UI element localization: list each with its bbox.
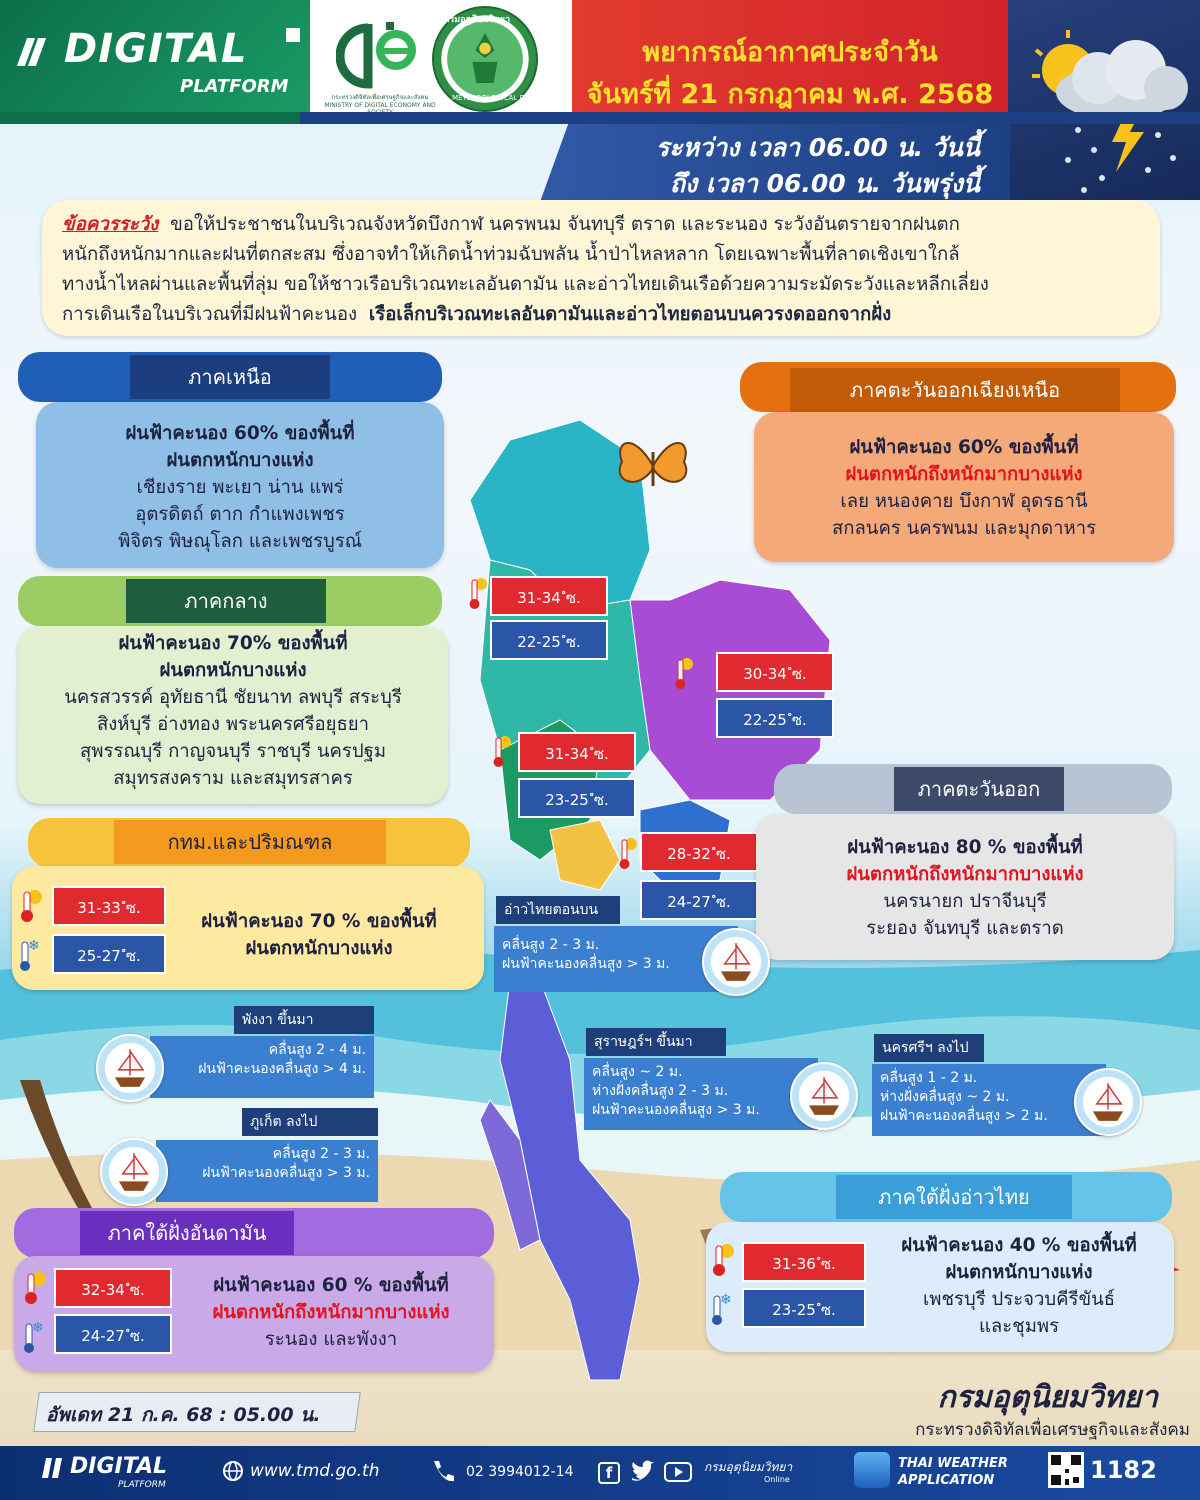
- south-andaman-thermo-cold-icon: [22, 1318, 48, 1358]
- footer-website[interactable]: www.tmd.go.th: [250, 1461, 380, 1481]
- bangkok-rain-intensity: ฝนตกหนักบางแห่ง: [245, 938, 393, 959]
- footer-phone[interactable]: 02 3994012-14: [466, 1464, 574, 1480]
- svg-text:❄: ❄: [720, 1292, 732, 1308]
- warning-line-1: [62, 210, 1142, 239]
- footer-brand-sub: PLATFORM: [118, 1480, 166, 1490]
- sea-surat-storm-wave: ฝนฟ้าคะนองคลื่นสูง > 3 ม.: [592, 1102, 760, 1118]
- bangkok-title: กทม.และปริมณฑล: [114, 820, 386, 864]
- ship-icon: [96, 1034, 164, 1102]
- central-provinces-4: สมุทรสงคราม และสมุทรสาคร: [113, 768, 353, 789]
- footer-app-line1: THAI WEATHER: [898, 1456, 1008, 1471]
- north-thermo-icon: [466, 576, 488, 616]
- bangkok-region: [550, 820, 620, 890]
- sea-upper-gulf-wave: คลื่นสูง 2 - 3 ม.: [502, 937, 600, 953]
- north-text: [36, 420, 444, 555]
- bangkok-thermo-cold-icon: [18, 936, 44, 976]
- warning-small-boats: เรือเล็กบริเวณทะเลอันดามันและอ่าวไทยตอนบนควรงดออกจากฝั่ง: [368, 304, 892, 325]
- central-temp-high: 31-34 ํซ.: [518, 732, 636, 772]
- warning-line-4: [62, 300, 1142, 329]
- ship-icon: [790, 1062, 858, 1130]
- forecast-title: พยากรณ์อากาศประจำวัน: [642, 37, 938, 68]
- south-gulf-temp-high: 31-36 ํซ.: [742, 1242, 866, 1282]
- agency-name: กรมอุตุนิยมวิทยา: [937, 1380, 1158, 1415]
- header-weather-panel: [1008, 0, 1200, 200]
- east-thermo-icon: [616, 836, 638, 876]
- south-gulf-rain-pct: ฝนฟ้าคะนอง 40 % ของพื้นที่: [901, 1235, 1137, 1256]
- sea-surat-name: สุราษฎร์ฯ ขึ้นมา: [586, 1028, 726, 1056]
- sea-phangnga-storm-wave: ฝนฟ้าคะนองคลื่นสูง > 4 ม.: [198, 1061, 366, 1077]
- warning-line-3: ทางน้ำไหลผ่านและพื้นที่ลุ่ม ขอให้ชาวเรือบริเวณทะเลอันดามัน และอ่าวไทยเดินเรือด้วยความระมัดระวังและหลีกเลี่ยง: [62, 274, 989, 295]
- warning-text-4: การเดินเรือในบริเวณที่มีฝนฟ้าคะนอง: [62, 304, 358, 325]
- south-gulf-thermo-cold-icon: [710, 1290, 736, 1330]
- south-andaman-provinces: ระนอง และพังงา: [264, 1329, 398, 1350]
- south-gulf-provinces-1: เพชรบุรี ประจวบคีรีขันธ์: [922, 1289, 1116, 1310]
- northeast-rain-pct: ฝนฟ้าคะนอง 60% ของพื้นที่: [849, 437, 1079, 458]
- east-temp-high: 28-32 ํซ.: [640, 832, 758, 872]
- northeast-provinces-2: สกลนคร นครพนม และมุกดาหาร: [831, 518, 1097, 539]
- facebook-icon[interactable]: f: [598, 1462, 620, 1484]
- sea-phuket-name: ภูเก็ต ลงไป: [242, 1108, 378, 1136]
- south-andaman-text: [172, 1272, 490, 1353]
- northeast-thermo-icon: [672, 656, 694, 696]
- brand-bars-icon: [22, 38, 56, 66]
- qr-code-icon[interactable]: [1048, 1452, 1084, 1488]
- youtube-icon[interactable]: [664, 1462, 692, 1482]
- thunderstorm-icon: [1008, 0, 1200, 200]
- time-range-start: ระหว่าง เวลา 06.00 น. วันนี้: [655, 133, 980, 162]
- northeast-temp-high: 30-34 ํซ.: [716, 652, 834, 692]
- south-andaman-title: ภาคใต้ฝั่งอันดามัน: [80, 1211, 294, 1255]
- warning-label: ข้อควรระวัง: [62, 214, 159, 235]
- globe-icon: [222, 1460, 244, 1486]
- east-temp-low: 24-27 ํซ.: [640, 880, 758, 920]
- sea-phuket-box: [156, 1140, 378, 1202]
- north-rain-pct: ฝนฟ้าคะนอง 60% ของพื้นที่: [125, 423, 355, 444]
- bangkok-temp-high: 31-33 ํซ.: [52, 886, 166, 926]
- northeast-temp-low: 22-25 ํซ.: [716, 698, 834, 738]
- north-provinces-2: อุตรดิตถ์ ตาก กำแพงเพชร: [135, 504, 345, 525]
- south-andaman-thermo-hot-icon: [22, 1270, 48, 1310]
- brand-square-icon: [286, 28, 300, 42]
- butterfly-icon: [614, 432, 692, 498]
- sea-phangnga-box: [150, 1036, 374, 1098]
- east-rain-intensity: ฝนตกหนักถึงหนักมากบางแห่ง: [846, 864, 1084, 885]
- update-time: อัพเดท 21 ก.ค. 68 : 05.00 น.: [46, 1404, 321, 1426]
- sea-nakhon-storm-wave: ฝนฟ้าคะนองคลื่นสูง > 2 ม.: [880, 1108, 1048, 1124]
- brand-sub: PLATFORM: [180, 76, 289, 97]
- footer-app-line2: APPLICATION: [898, 1473, 995, 1488]
- south-gulf-thermo-hot-icon: [710, 1242, 736, 1282]
- brand-main: DIGITAL: [64, 26, 248, 72]
- ship-icon: [100, 1138, 168, 1206]
- footer-social[interactable]: กรมอุตุนิยมวิทยา: [704, 1460, 793, 1474]
- ministry-caption: กระทรวงดิจิทัลเพื่อเศรษฐกิจและสังคม MINISTRY OF DIGITAL ECONOMY AND: [324, 94, 436, 109]
- central-title: ภาคกลาง: [126, 579, 326, 623]
- sea-surat-box: [584, 1058, 818, 1130]
- north-temp-low: 22-25 ํซ.: [490, 620, 608, 660]
- north-rain-intensity: ฝนตกหนักบางแห่ง: [166, 450, 314, 471]
- bangkok-rain-pct: ฝนฟ้าคะนอง 70 % ของพื้นที่: [201, 911, 437, 932]
- sea-nakhon-offshore-wave: ห่างฝั่งคลื่นสูง ~ 2 ม.: [880, 1089, 1010, 1105]
- sea-phuket-storm-wave: ฝนฟ้าคะนองคลื่นสูง > 3 ม.: [202, 1165, 370, 1181]
- east-title: ภาคตะวันออก: [894, 767, 1064, 811]
- warning-text-1: ขอให้ประชาชนในบริเวณจังหวัดบึงกาฬ นครพนม จันทบุรี ตราด และระนอง ระวังอันตรายจากฝนตก: [170, 214, 960, 235]
- north-provinces-3: พิจิตร พิษณุโลก และเพชรบูรณ์: [118, 531, 362, 552]
- footer-social-sub: Online: [764, 1475, 790, 1484]
- north-provinces-1: เชียงราย พะเยา น่าน แพร่: [136, 477, 344, 498]
- central-thermo-icon: [490, 734, 512, 774]
- bangkok-text: [166, 908, 472, 962]
- footer-brand: DIGITAL: [70, 1454, 168, 1479]
- sea-phuket-wave: คลื่นสูง 2 - 3 ม.: [272, 1146, 370, 1162]
- central-rain-pct: ฝนฟ้าคะนอง 70% ของพื้นที่: [118, 633, 348, 654]
- northeast-rain-intensity: ฝนตกหนักถึงหนักมากบางแห่ง: [845, 464, 1083, 485]
- agency-ministry: กระทรวงดิจิทัลเพื่อเศรษฐกิจและสังคม: [915, 1420, 1190, 1440]
- time-range-end: ถึง เวลา 06.00 น. วันพรุ่งนี้: [669, 169, 980, 198]
- ship-icon: [702, 928, 770, 996]
- tmd-seal-en: METEOROLOGICAL DEPARTMENT: [452, 94, 567, 102]
- northeast-title: ภาคตะวันออกเฉียงเหนือ: [790, 368, 1120, 412]
- south-andaman-rain-intensity: ฝนตกหนักถึงหนักมากบางแห่ง: [212, 1302, 450, 1323]
- svg-text:❄: ❄: [32, 1320, 44, 1336]
- south-gulf-text: [866, 1232, 1172, 1340]
- sea-nakhon-name: นครศรีฯ ลงไป: [874, 1034, 984, 1062]
- south-andaman-temp-low: 24-27 ํซ.: [54, 1314, 172, 1354]
- warning-line-2: หนักถึงหนักมากและฝนที่ตกสะสม ซึ่งอาจทำให้เกิดน้ำท่วมฉับพลัน น้ำป่าไหลหลาก โดยเฉพาะพื้นที่ลาดเชิงเขาใกล้: [62, 244, 960, 265]
- svg-text:❄: ❄: [28, 938, 40, 954]
- central-provinces-2: สิงห์บุรี อ่างทอง พระนครศรีอยุธยา: [96, 714, 369, 735]
- twitter-icon[interactable]: [630, 1460, 656, 1488]
- ship-icon: [1074, 1068, 1142, 1136]
- footer-hotline[interactable]: 1182: [1090, 1456, 1157, 1484]
- phone-icon: [428, 1458, 454, 1488]
- sea-nakhon-wave: คลื่นสูง 1 - 2 ม.: [880, 1070, 978, 1086]
- east-provinces-1: นครนายก ปราจีนบุรี: [883, 891, 1047, 912]
- northeast-text: [754, 434, 1174, 542]
- ministry-logo-icon: [336, 14, 422, 94]
- east-provinces-2: ระยอง จันทบุรี และตราด: [866, 918, 1064, 939]
- south-andaman-temp-high: 32-34 ํซ.: [54, 1268, 172, 1308]
- south-andaman-rain-pct: ฝนฟ้าคะนอง 60 % ของพื้นที่: [213, 1275, 449, 1296]
- tmd-seal-text: กรมอุตุนิยมวิทยา: [444, 15, 511, 25]
- header-stripe: [0, 112, 1200, 124]
- sea-upper-gulf-name: อ่าวไทยตอนบน: [496, 896, 620, 924]
- east-text: [756, 834, 1174, 942]
- sea-surat-offshore-wave: ห่างฝั่งคลื่นสูง 2 - 3 ม.: [592, 1083, 729, 1099]
- south-gulf-provinces-2: และชุมพร: [978, 1316, 1060, 1337]
- south-gulf-temp-low: 23-25 ํซ.: [742, 1288, 866, 1328]
- north-title: ภาคเหนือ: [130, 355, 330, 399]
- bangkok-temp-low: 25-27 ํซ.: [52, 934, 166, 974]
- sea-phangnga-wave: คลื่นสูง 2 - 4 ม.: [268, 1042, 366, 1058]
- sea-phangnga-name: พังงา ขึ้นมา: [234, 1006, 374, 1034]
- northeast-provinces-1: เลย หนองคาย บึงกาฬ อุดรธานี: [840, 491, 1088, 512]
- north-temp-high: 31-34 ํซ.: [490, 576, 608, 616]
- south-gulf-title: ภาคใต้ฝั่งอ่าวไทย: [836, 1175, 1072, 1219]
- central-temp-low: 23-25 ํซ.: [518, 778, 636, 818]
- weather-app-icon[interactable]: [854, 1452, 890, 1488]
- central-provinces-3: สุพรรณบุรี กาญจนบุรี ราชบุรี นครปฐม: [79, 741, 387, 762]
- central-provinces-1: นครสวรรค์ อุทัยธานี ชัยนาท ลพบุรี สระบุรี: [64, 687, 402, 708]
- central-text: [18, 630, 448, 792]
- south-gulf-rain-intensity: ฝนตกหนักบางแห่ง: [945, 1262, 1093, 1283]
- central-rain-intensity: ฝนตกหนักบางแห่ง: [159, 660, 307, 681]
- footer-brand-bars-icon: [42, 1458, 68, 1478]
- sea-upper-gulf-storm-wave: ฝนฟ้าคะนองคลื่นสูง > 3 ม.: [502, 956, 670, 972]
- forecast-date: จันทร์ที่ 21 กรกฎาคม พ.ศ. 2568: [586, 79, 994, 110]
- sea-nakhon-box: [872, 1064, 1106, 1136]
- sea-surat-wave: คลื่นสูง ~ 2 ม.: [592, 1064, 683, 1080]
- east-rain-pct: ฝนฟ้าคะนอง 80 % ของพื้นที่: [847, 837, 1083, 858]
- bangkok-thermo-hot-icon: [18, 888, 44, 928]
